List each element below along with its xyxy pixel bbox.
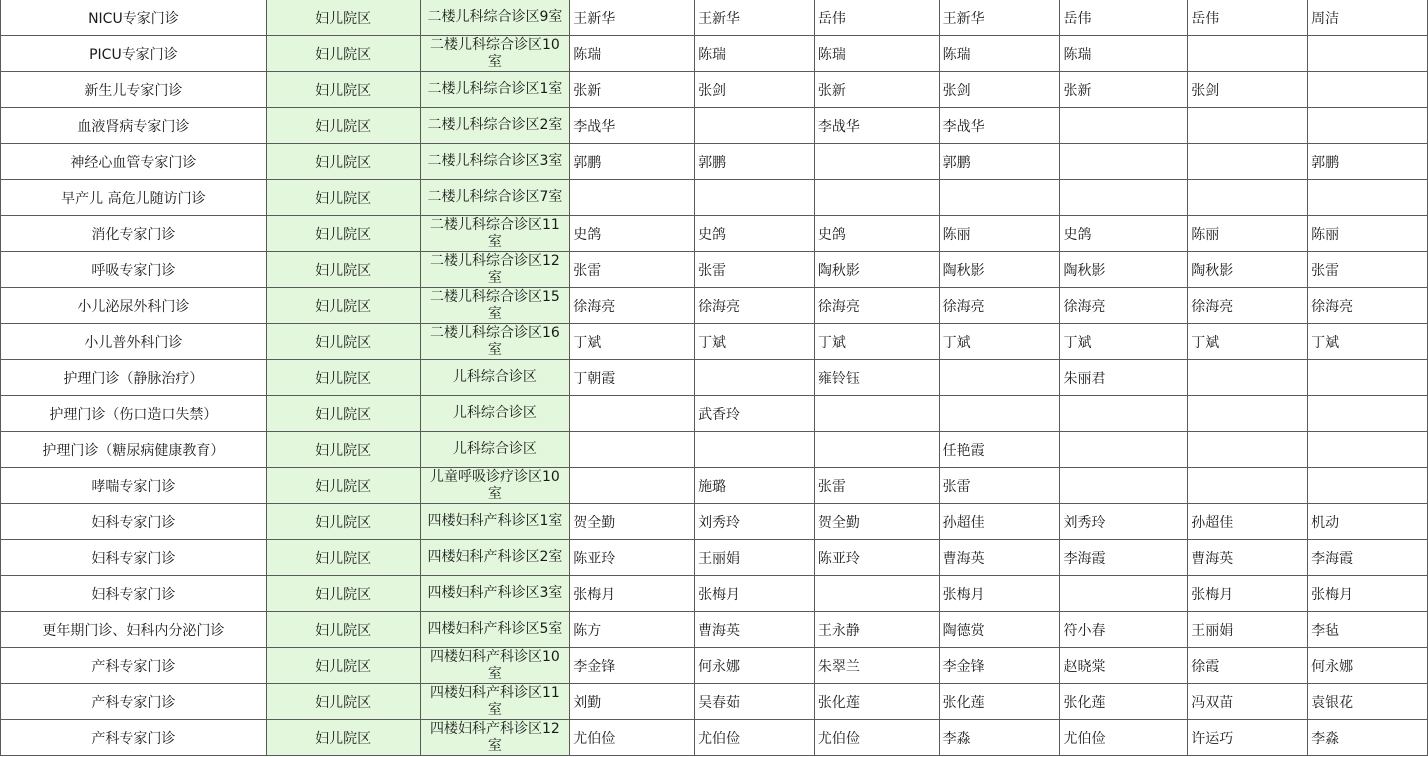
doctor-cell[interactable]: 郭鹏 xyxy=(1308,144,1428,180)
room-cell[interactable] xyxy=(420,396,570,432)
doctor-cell[interactable]: 王新华 xyxy=(695,0,815,36)
table-row xyxy=(1,0,1428,36)
doctor-cell[interactable] xyxy=(1308,396,1428,432)
doctor-cell[interactable] xyxy=(1060,144,1188,180)
clinic-name-cell[interactable]: NICU专家门诊 xyxy=(1,0,267,36)
room-cell[interactable] xyxy=(420,288,570,324)
doctor-cell[interactable]: 张雷 xyxy=(1308,252,1428,288)
clinic-name-cell[interactable]: 产科专家门诊 xyxy=(1,648,267,684)
table-row xyxy=(1,144,1428,180)
doctor-cell[interactable] xyxy=(1308,180,1428,216)
doctor-cell[interactable]: 丁斌 xyxy=(1060,324,1188,360)
doctor-cell[interactable]: 陈瑞 xyxy=(570,36,695,72)
clinic-name-cell[interactable]: 产科专家门诊 xyxy=(1,720,267,756)
doctor-cell[interactable] xyxy=(1308,108,1428,144)
doctor-cell[interactable] xyxy=(1060,432,1188,468)
room-text: 四楼妇科产科诊区11室 xyxy=(430,684,560,718)
doctor-cell[interactable]: 王丽娟 xyxy=(695,540,815,576)
doctor-cell[interactable] xyxy=(814,180,939,216)
room-cell[interactable] xyxy=(420,108,570,144)
doctor-cell[interactable]: 徐海亮 xyxy=(814,288,939,324)
doctor-cell[interactable] xyxy=(939,360,1060,396)
doctor-cell[interactable]: 李战华 xyxy=(814,108,939,144)
table-row xyxy=(1,252,1428,288)
doctor-cell[interactable]: 袁银花 xyxy=(1308,684,1428,720)
doctor-cell[interactable]: 李金锋 xyxy=(939,648,1060,684)
doctor-cell[interactable]: 王新华 xyxy=(570,0,695,36)
doctor-cell[interactable] xyxy=(1188,360,1308,396)
clinic-name-cell[interactable]: 小儿普外科门诊 xyxy=(1,324,267,360)
campus-cell[interactable]: 妇儿院区 xyxy=(266,144,420,180)
doctor-cell[interactable]: 李淼 xyxy=(1308,720,1428,756)
doctor-cell[interactable]: 武香玲 xyxy=(695,396,815,432)
campus-cell[interactable]: 妇儿院区 xyxy=(266,612,420,648)
doctor-cell[interactable] xyxy=(570,432,695,468)
room-text: 二楼儿科综合诊区15室 xyxy=(430,288,560,322)
doctor-cell[interactable] xyxy=(1060,468,1188,504)
doctor-cell[interactable]: 张梅月 xyxy=(1188,576,1308,612)
doctor-cell[interactable]: 李战华 xyxy=(570,108,695,144)
table-row xyxy=(1,684,1428,720)
room-cell[interactable] xyxy=(420,576,570,612)
clinic-name-cell[interactable]: 妇科专家门诊 xyxy=(1,504,267,540)
room-cell[interactable] xyxy=(420,648,570,684)
room-text: 儿科综合诊区 xyxy=(452,405,537,421)
campus-cell[interactable]: 妇儿院区 xyxy=(266,396,420,432)
doctor-cell[interactable]: 何永娜 xyxy=(695,648,815,684)
clinic-name-cell[interactable]: 护理门诊（伤口造口失禁） xyxy=(1,396,267,432)
doctor-cell[interactable] xyxy=(814,144,939,180)
room-text: 二楼儿科综合诊区2室 xyxy=(427,117,563,133)
table-row xyxy=(1,108,1428,144)
table-row xyxy=(1,540,1428,576)
room-text: 二楼儿科综合诊区3室 xyxy=(427,153,563,169)
table-row xyxy=(1,396,1428,432)
table-row xyxy=(1,576,1428,612)
room-text: 儿科综合诊区 xyxy=(452,369,537,385)
clinic-name-cell[interactable]: 护理门诊（静脉治疗） xyxy=(1,360,267,396)
doctor-cell[interactable]: 史鸽 xyxy=(570,216,695,252)
room-cell[interactable] xyxy=(420,0,570,36)
clinic-name-cell[interactable]: 新生儿专家门诊 xyxy=(1,72,267,108)
doctor-cell[interactable]: 陶秋影 xyxy=(814,252,939,288)
doctor-cell[interactable] xyxy=(1188,396,1308,432)
room-cell[interactable] xyxy=(420,540,570,576)
doctor-cell[interactable]: 张雷 xyxy=(814,468,939,504)
room-cell[interactable] xyxy=(420,180,570,216)
clinic-name-cell[interactable]: 神经心血管专家门诊 xyxy=(1,144,267,180)
doctor-cell[interactable]: 张新 xyxy=(814,72,939,108)
room-cell[interactable] xyxy=(420,36,570,72)
doctor-cell[interactable]: 张化莲 xyxy=(814,684,939,720)
room-text: 二楼儿科综合诊区9室 xyxy=(427,9,563,25)
doctor-cell[interactable]: 徐海亮 xyxy=(695,288,815,324)
doctor-cell[interactable]: 丁斌 xyxy=(1188,324,1308,360)
clinic-name-cell[interactable]: 产科专家门诊 xyxy=(1,684,267,720)
doctor-cell[interactable] xyxy=(1188,468,1308,504)
clinic-name-cell[interactable]: 哮喘专家门诊 xyxy=(1,468,267,504)
campus-cell[interactable]: 妇儿院区 xyxy=(266,288,420,324)
clinic-name-cell[interactable]: 更年期门诊、妇科内分泌门诊 xyxy=(1,612,267,648)
doctor-cell[interactable] xyxy=(695,180,815,216)
schedule-table-body xyxy=(1,0,1428,756)
doctor-cell[interactable]: 张新 xyxy=(570,72,695,108)
doctor-cell[interactable]: 张化莲 xyxy=(1060,684,1188,720)
doctor-cell[interactable] xyxy=(1060,108,1188,144)
doctor-cell[interactable]: 陈丽 xyxy=(939,216,1060,252)
doctor-cell[interactable]: 史鸽 xyxy=(695,216,815,252)
doctor-cell[interactable]: 何永娜 xyxy=(1308,648,1428,684)
doctor-cell[interactable]: 贺全勤 xyxy=(570,504,695,540)
doctor-cell[interactable]: 曹海英 xyxy=(695,612,815,648)
doctor-cell[interactable]: 尤伯俭 xyxy=(695,720,815,756)
table-row xyxy=(1,180,1428,216)
doctor-cell[interactable]: 徐海亮 xyxy=(939,288,1060,324)
doctor-cell[interactable]: 孙超佳 xyxy=(939,504,1060,540)
doctor-cell[interactable] xyxy=(1188,144,1308,180)
table-row xyxy=(1,504,1428,540)
campus-cell[interactable]: 妇儿院区 xyxy=(266,0,420,36)
doctor-cell[interactable]: 陈瑞 xyxy=(939,36,1060,72)
room-cell[interactable] xyxy=(420,252,570,288)
doctor-cell[interactable]: 陈丽 xyxy=(1188,216,1308,252)
room-text: 二楼儿科综合诊区16室 xyxy=(430,324,560,358)
doctor-cell[interactable]: 张剑 xyxy=(695,72,815,108)
doctor-cell[interactable]: 李金锋 xyxy=(570,648,695,684)
clinic-name-cell[interactable]: PICU专家门诊 xyxy=(1,36,267,72)
table-row xyxy=(1,216,1428,252)
campus-cell[interactable]: 妇儿院区 xyxy=(266,684,420,720)
doctor-cell[interactable]: 张化莲 xyxy=(939,684,1060,720)
doctor-cell[interactable]: 陈瑞 xyxy=(695,36,815,72)
clinic-name-cell[interactable]: 消化专家门诊 xyxy=(1,216,267,252)
doctor-cell[interactable]: 陈亚玲 xyxy=(570,540,695,576)
doctor-cell[interactable]: 岳伟 xyxy=(1060,0,1188,36)
campus-cell[interactable]: 妇儿院区 xyxy=(266,216,420,252)
doctor-cell[interactable] xyxy=(570,468,695,504)
doctor-cell[interactable] xyxy=(1308,432,1428,468)
doctor-cell[interactable]: 王永静 xyxy=(814,612,939,648)
doctor-cell[interactable]: 李战华 xyxy=(939,108,1060,144)
campus-cell[interactable]: 妇儿院区 xyxy=(266,720,420,756)
room-cell[interactable] xyxy=(420,432,570,468)
room-text: 四楼妇科产科诊区10室 xyxy=(430,648,560,682)
doctor-cell[interactable]: 陶德赏 xyxy=(939,612,1060,648)
doctor-cell[interactable]: 尤伯俭 xyxy=(814,720,939,756)
campus-cell[interactable]: 妇儿院区 xyxy=(266,432,420,468)
doctor-cell[interactable]: 陈丽 xyxy=(1308,216,1428,252)
doctor-cell[interactable] xyxy=(1060,396,1188,432)
doctor-cell[interactable]: 郭鹏 xyxy=(695,144,815,180)
doctor-cell[interactable] xyxy=(570,396,695,432)
campus-cell[interactable]: 妇儿院区 xyxy=(266,324,420,360)
doctor-cell[interactable]: 曹海英 xyxy=(1188,540,1308,576)
doctor-cell[interactable]: 贺全勤 xyxy=(814,504,939,540)
table-row xyxy=(1,432,1428,468)
room-cell[interactable] xyxy=(420,360,570,396)
room-text: 儿童呼吸诊疗诊区10室 xyxy=(430,468,560,502)
doctor-cell[interactable]: 丁朝霞 xyxy=(570,360,695,396)
room-text: 四楼妇科产科诊区12室 xyxy=(430,720,560,754)
doctor-cell[interactable]: 刘勤 xyxy=(570,684,695,720)
room-cell[interactable] xyxy=(420,468,570,504)
doctor-cell[interactable]: 张雷 xyxy=(939,468,1060,504)
room-text: 二楼儿科综合诊区10室 xyxy=(430,36,560,70)
doctor-cell[interactable]: 张梅月 xyxy=(1308,576,1428,612)
doctor-cell[interactable]: 郭鹏 xyxy=(570,144,695,180)
room-text: 儿科综合诊区 xyxy=(452,441,537,457)
doctor-cell[interactable] xyxy=(1308,36,1428,72)
doctor-cell[interactable] xyxy=(814,432,939,468)
doctor-cell[interactable]: 张剑 xyxy=(1188,72,1308,108)
room-text: 四楼妇科产科诊区5室 xyxy=(427,621,563,637)
campus-cell[interactable]: 妇儿院区 xyxy=(266,468,420,504)
doctor-cell[interactable] xyxy=(570,180,695,216)
doctor-cell[interactable]: 陈亚玲 xyxy=(814,540,939,576)
table-row xyxy=(1,612,1428,648)
clinic-name-cell[interactable]: 小儿泌尿外科门诊 xyxy=(1,288,267,324)
room-cell[interactable] xyxy=(420,684,570,720)
doctor-cell[interactable]: 李海霞 xyxy=(1060,540,1188,576)
doctor-cell[interactable]: 许运巧 xyxy=(1188,720,1308,756)
doctor-cell[interactable]: 刘秀玲 xyxy=(695,504,815,540)
clinic-name-cell[interactable]: 血液肾病专家门诊 xyxy=(1,108,267,144)
doctor-cell[interactable]: 丁斌 xyxy=(939,324,1060,360)
doctor-cell[interactable]: 赵晓棠 xyxy=(1060,648,1188,684)
campus-cell[interactable]: 妇儿院区 xyxy=(266,576,420,612)
table-row xyxy=(1,648,1428,684)
room-cell[interactable] xyxy=(420,72,570,108)
campus-cell[interactable]: 妇儿院区 xyxy=(266,252,420,288)
doctor-cell[interactable]: 曹海英 xyxy=(939,540,1060,576)
doctor-cell[interactable]: 徐海亮 xyxy=(570,288,695,324)
doctor-cell[interactable]: 朱丽君 xyxy=(1060,360,1188,396)
doctor-cell[interactable]: 陶秋影 xyxy=(1188,252,1308,288)
doctor-cell[interactable] xyxy=(814,396,939,432)
doctor-cell[interactable]: 王新华 xyxy=(939,0,1060,36)
doctor-cell[interactable]: 徐海亮 xyxy=(1308,288,1428,324)
doctor-cell[interactable]: 张剑 xyxy=(939,72,1060,108)
room-text: 二楼儿科综合诊区11室 xyxy=(430,216,560,250)
doctor-cell[interactable]: 周洁 xyxy=(1308,0,1428,36)
doctor-cell[interactable]: 丁斌 xyxy=(570,324,695,360)
doctor-cell[interactable] xyxy=(939,396,1060,432)
doctor-cell[interactable] xyxy=(1060,180,1188,216)
doctor-cell[interactable] xyxy=(1308,468,1428,504)
table-row xyxy=(1,468,1428,504)
doctor-cell[interactable]: 雍铃钰 xyxy=(814,360,939,396)
doctor-cell[interactable]: 尤伯俭 xyxy=(1060,720,1188,756)
doctor-cell[interactable]: 丁斌 xyxy=(814,324,939,360)
doctor-cell[interactable]: 郭鹏 xyxy=(939,144,1060,180)
doctor-cell[interactable]: 张梅月 xyxy=(939,576,1060,612)
doctor-cell[interactable]: 朱翠兰 xyxy=(814,648,939,684)
campus-cell[interactable]: 妇儿院区 xyxy=(266,72,420,108)
table-row xyxy=(1,72,1428,108)
doctor-cell[interactable] xyxy=(695,108,815,144)
table-row xyxy=(1,324,1428,360)
doctor-cell[interactable]: 施璐 xyxy=(695,468,815,504)
doctor-cell[interactable] xyxy=(1188,432,1308,468)
doctor-cell[interactable]: 孙超佳 xyxy=(1188,504,1308,540)
campus-cell[interactable]: 妇儿院区 xyxy=(266,360,420,396)
doctor-cell[interactable]: 任艳霞 xyxy=(939,432,1060,468)
doctor-cell[interactable] xyxy=(695,360,815,396)
room-cell[interactable] xyxy=(420,144,570,180)
doctor-cell[interactable]: 张雷 xyxy=(570,252,695,288)
room-text: 四楼妇科产科诊区2室 xyxy=(427,549,563,565)
doctor-cell[interactable] xyxy=(1188,36,1308,72)
doctor-cell[interactable] xyxy=(939,180,1060,216)
doctor-cell[interactable] xyxy=(1188,180,1308,216)
doctor-cell[interactable] xyxy=(814,576,939,612)
doctor-cell[interactable]: 史鸽 xyxy=(1060,216,1188,252)
doctor-cell[interactable]: 李毡 xyxy=(1308,612,1428,648)
doctor-cell[interactable]: 陈方 xyxy=(570,612,695,648)
doctor-cell[interactable]: 丁斌 xyxy=(695,324,815,360)
doctor-cell[interactable]: 岳伟 xyxy=(814,0,939,36)
doctor-cell[interactable]: 岳伟 xyxy=(1188,0,1308,36)
doctor-cell[interactable]: 陈瑞 xyxy=(814,36,939,72)
doctor-cell[interactable] xyxy=(1060,576,1188,612)
clinic-name-cell[interactable]: 妇科专家门诊 xyxy=(1,576,267,612)
doctor-cell[interactable] xyxy=(1188,108,1308,144)
clinic-name-cell[interactable]: 妇科专家门诊 xyxy=(1,540,267,576)
doctor-cell[interactable]: 李海霞 xyxy=(1308,540,1428,576)
doctor-cell[interactable]: 徐霞 xyxy=(1188,648,1308,684)
doctor-cell[interactable]: 吴春茹 xyxy=(695,684,815,720)
room-cell[interactable] xyxy=(420,504,570,540)
doctor-cell[interactable]: 冯双苗 xyxy=(1188,684,1308,720)
doctor-cell[interactable]: 陶秋影 xyxy=(939,252,1060,288)
table-row xyxy=(1,360,1428,396)
campus-cell[interactable]: 妇儿院区 xyxy=(266,504,420,540)
doctor-cell[interactable]: 刘秀玲 xyxy=(1060,504,1188,540)
doctor-cell[interactable]: 符小春 xyxy=(1060,612,1188,648)
table-row xyxy=(1,720,1428,756)
room-text: 四楼妇科产科诊区1室 xyxy=(427,513,563,529)
room-cell[interactable] xyxy=(420,720,570,756)
room-text: 二楼儿科综合诊区1室 xyxy=(427,81,563,97)
campus-cell[interactable]: 妇儿院区 xyxy=(266,540,420,576)
table-row xyxy=(1,288,1428,324)
room-text: 四楼妇科产科诊区3室 xyxy=(427,585,563,601)
doctor-cell[interactable]: 徐海亮 xyxy=(1188,288,1308,324)
doctor-cell[interactable]: 张梅月 xyxy=(695,576,815,612)
clinic-name-cell[interactable]: 呼吸专家门诊 xyxy=(1,252,267,288)
campus-cell[interactable]: 妇儿院区 xyxy=(266,36,420,72)
doctor-cell[interactable]: 陈瑞 xyxy=(1060,36,1188,72)
doctor-cell[interactable]: 陶秋影 xyxy=(1060,252,1188,288)
doctor-cell[interactable]: 徐海亮 xyxy=(1060,288,1188,324)
doctor-cell[interactable] xyxy=(695,432,815,468)
campus-cell[interactable]: 妇儿院区 xyxy=(266,648,420,684)
doctor-cell[interactable]: 张新 xyxy=(1060,72,1188,108)
doctor-cell[interactable] xyxy=(1308,72,1428,108)
clinic-name-cell[interactable]: 护理门诊（糖尿病健康教育） xyxy=(1,432,267,468)
doctor-cell[interactable]: 张梅月 xyxy=(570,576,695,612)
room-text: 二楼儿科综合诊区12室 xyxy=(430,252,560,286)
doctor-cell[interactable]: 王丽娟 xyxy=(1188,612,1308,648)
doctor-cell[interactable] xyxy=(1308,360,1428,396)
doctor-cell[interactable]: 李淼 xyxy=(939,720,1060,756)
room-text: 二楼儿科综合诊区7室 xyxy=(427,189,563,205)
campus-cell[interactable]: 妇儿院区 xyxy=(266,108,420,144)
doctor-cell[interactable]: 丁斌 xyxy=(1308,324,1428,360)
doctor-cell[interactable]: 尤伯俭 xyxy=(570,720,695,756)
doctor-cell[interactable]: 机动 xyxy=(1308,504,1428,540)
room-cell[interactable] xyxy=(420,216,570,252)
doctor-cell[interactable]: 张雷 xyxy=(695,252,815,288)
room-cell[interactable] xyxy=(420,612,570,648)
room-cell[interactable] xyxy=(420,324,570,360)
campus-cell[interactable]: 妇儿院区 xyxy=(266,180,420,216)
table-row xyxy=(1,36,1428,72)
doctor-cell[interactable]: 史鸽 xyxy=(814,216,939,252)
clinic-name-cell[interactable]: 早产儿 高危儿随访门诊 xyxy=(1,180,267,216)
